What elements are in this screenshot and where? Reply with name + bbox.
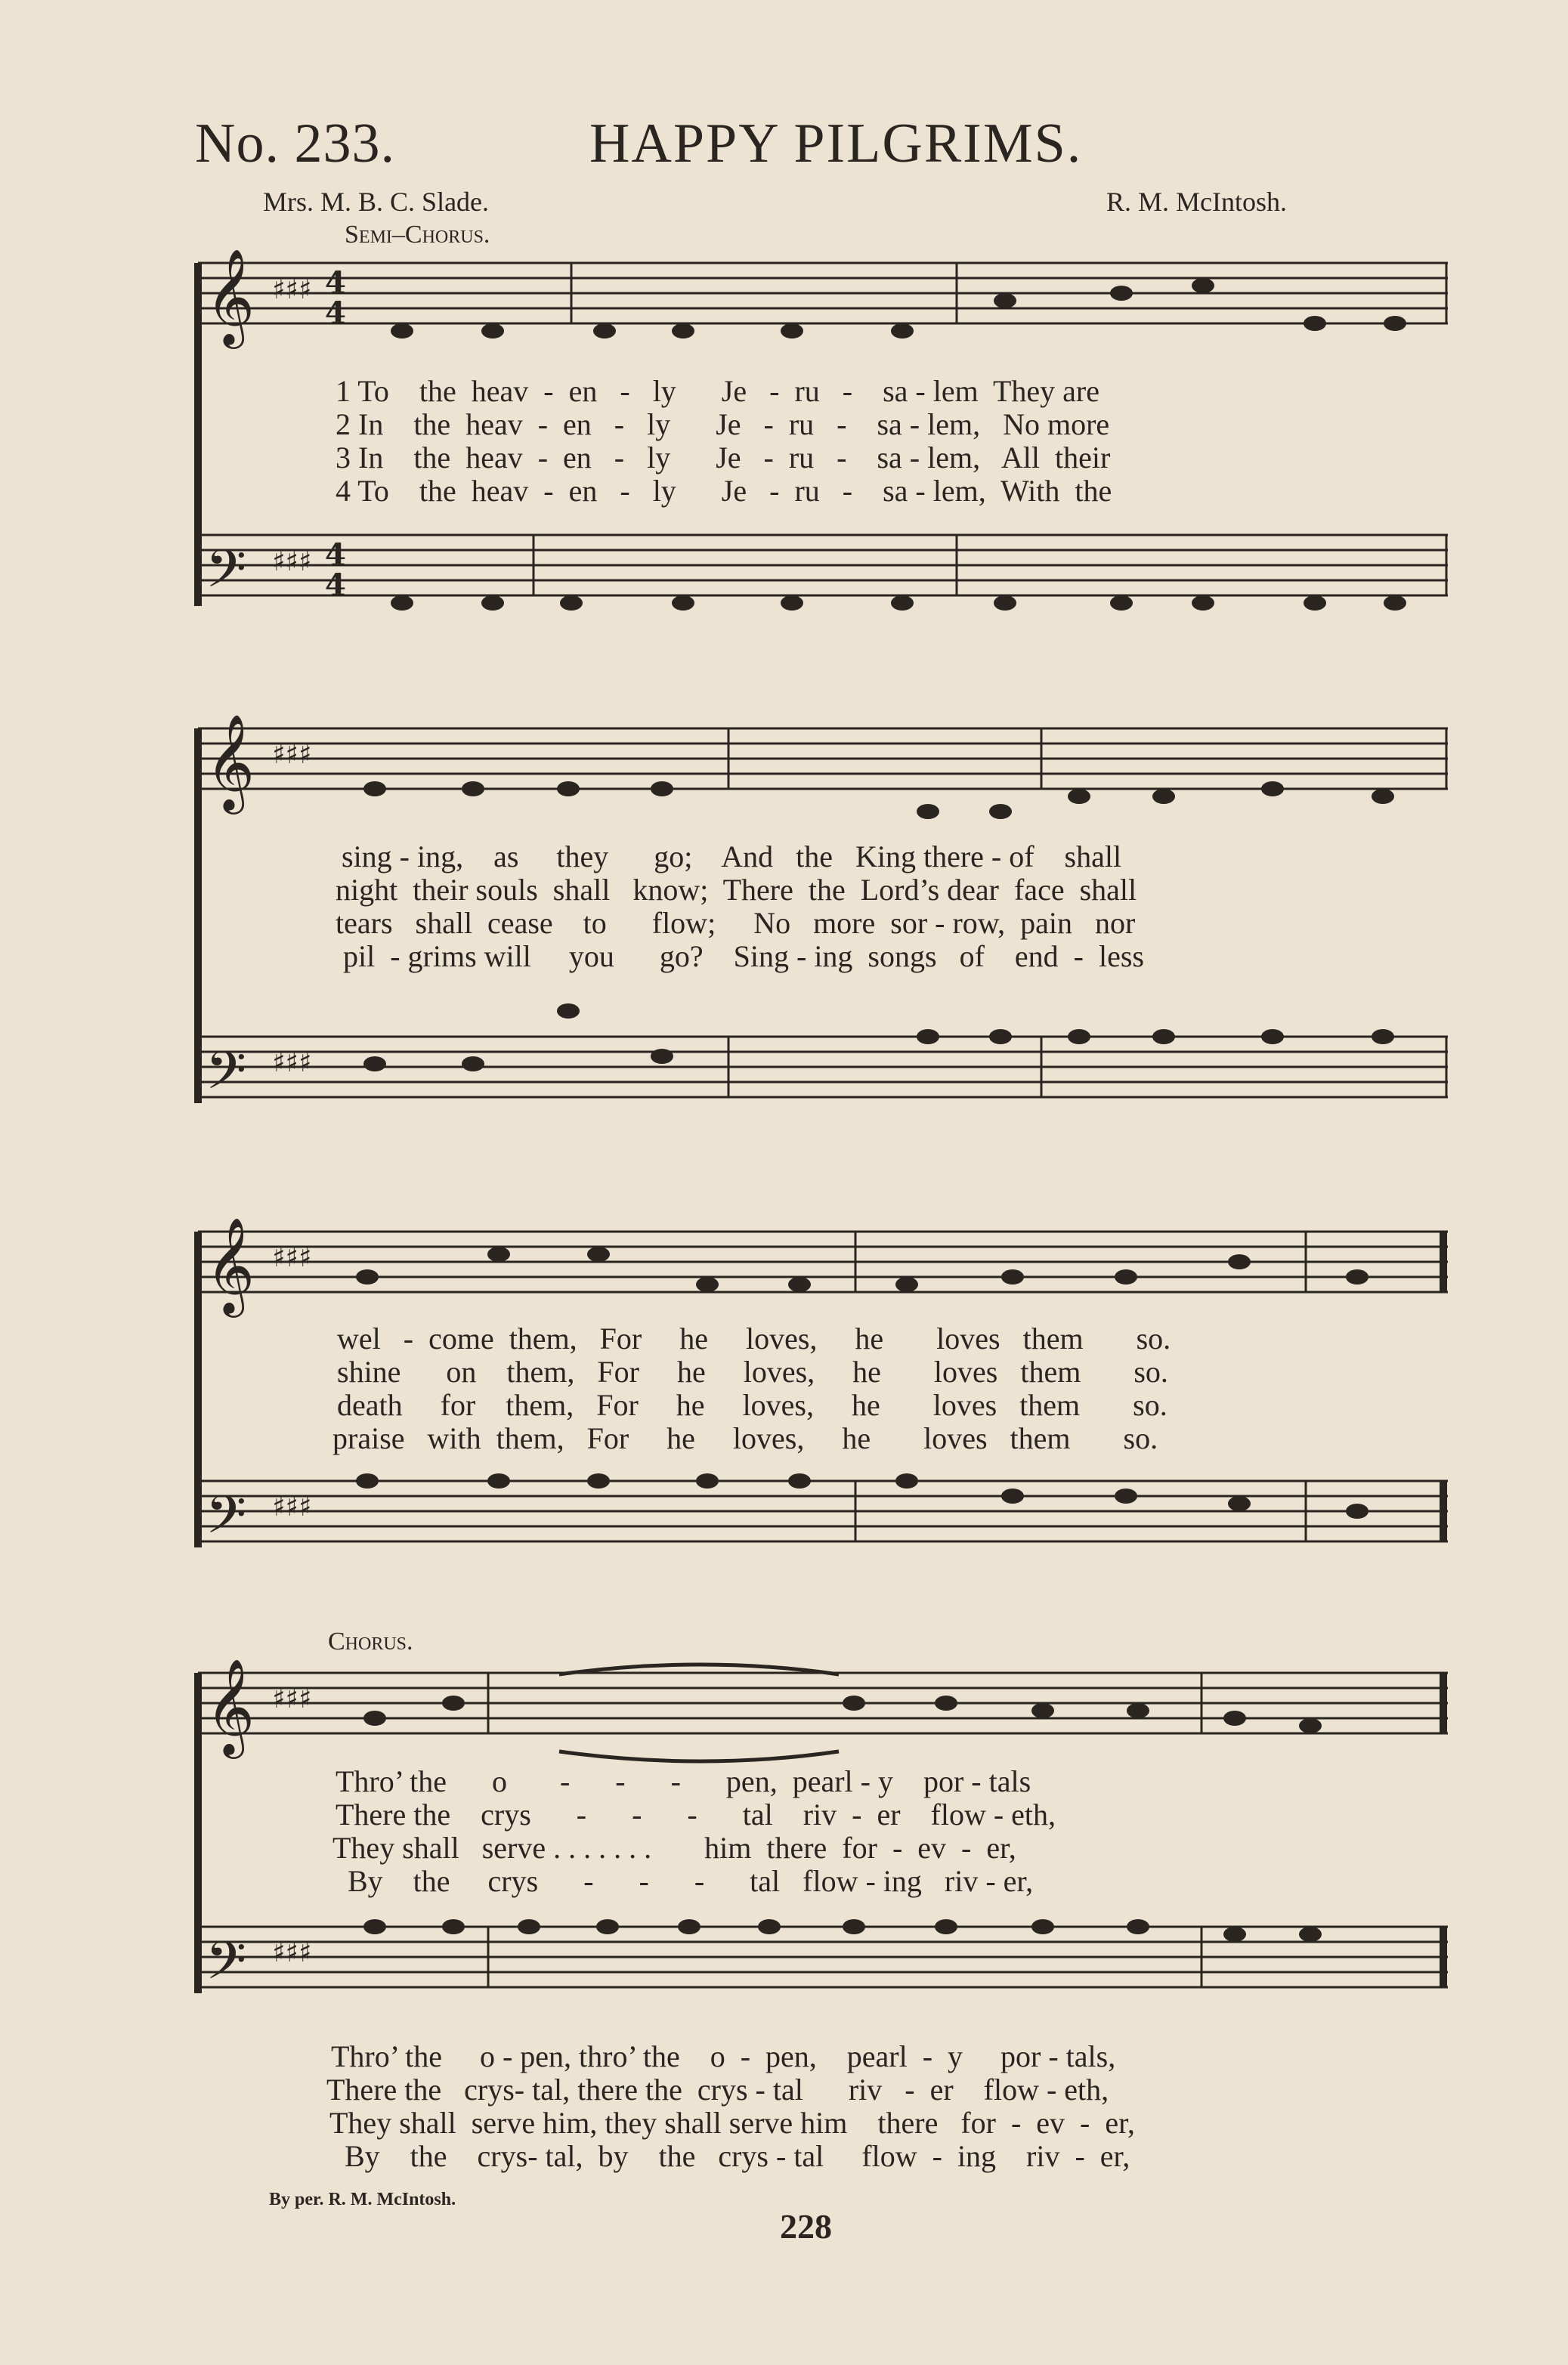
svg-text:♯♯♯: ♯♯♯ — [272, 546, 312, 577]
system2-verse4-lyrics: pil - grims will you go? Sing - ing songs of end - less — [336, 939, 1144, 973]
svg-text:4: 4 — [325, 537, 346, 573]
svg-text:♯♯♯: ♯♯♯ — [272, 274, 312, 305]
svg-text:𝄞: 𝄞 — [206, 1658, 255, 1754]
chorus-bass-verse2-lyrics: There the crys- tal, there the crys - tal riv - er flow - eth, — [326, 2073, 1109, 2107]
system4-bass-staff — [198, 1927, 1448, 1987]
page-number: 228 — [780, 2207, 832, 2246]
svg-text:♯♯♯: ♯♯♯ — [272, 1242, 312, 1273]
svg-text:♯♯♯: ♯♯♯ — [272, 1047, 312, 1078]
lyricist-credit: Mrs. M. B. C. Slade. — [263, 187, 490, 217]
svg-text:𝄞: 𝄞 — [206, 1217, 255, 1313]
permission-credit: By per. R. M. McIntosh. — [269, 2190, 456, 2209]
semi-chorus-label: Semi–Chorus. — [345, 221, 490, 249]
chorus-label: Chorus. — [328, 1628, 413, 1656]
chorus-treble-verse3-lyrics: They shall serve . . . . . . . him there for - ev - er, — [332, 1831, 1016, 1865]
system3-treble-staff — [198, 1232, 1448, 1292]
system4-treble-staff — [198, 1673, 1448, 1733]
system3-bass-staff — [198, 1481, 1448, 1541]
svg-text:𝄞: 𝄞 — [206, 713, 255, 810]
system1-verse4-lyrics: 4 To the heav - en - ly Je - ru - sa - lem, With the — [336, 474, 1112, 508]
svg-text:𝄢: 𝄢 — [206, 538, 247, 612]
system2-verse3-lyrics: tears shall cease to flow; No more sor - row, pain nor — [336, 906, 1136, 940]
hymn-number: No. 233. — [195, 113, 395, 175]
system1-verse2-lyrics: 2 In the heav - en - ly Je - ru - sa - lem, No more — [336, 407, 1110, 441]
chorus-treble-verse4-lyrics: By the crys - - - tal flow - ing riv - er, — [332, 1864, 1034, 1898]
svg-text:𝄢: 𝄢 — [206, 1040, 247, 1114]
svg-text:♯♯♯: ♯♯♯ — [272, 1937, 312, 1968]
system1-verse3-lyrics: 3 In the heav - en - ly Je - ru - sa - lem, All their — [336, 441, 1111, 475]
system2-treble-staff — [198, 728, 1448, 789]
svg-text:4: 4 — [325, 295, 346, 331]
system2-verse1-lyrics: sing - ing, as they go; And the King there - of shall — [342, 839, 1122, 873]
chorus-treble-verse1-lyrics: Thro’ the o - - - pen, pearl - y por - tals — [336, 1764, 1031, 1798]
composer-credit: R. M. McIntosh. — [1106, 187, 1288, 217]
svg-text:♯♯♯: ♯♯♯ — [272, 1492, 312, 1523]
system1-verse1-lyrics: 1 To the heav - en - ly Je - ru - sa - lem They are — [336, 374, 1099, 408]
svg-text:♯♯♯: ♯♯♯ — [272, 739, 312, 770]
system3-verse4-lyrics: praise with them, For he loves, he loves them so. — [332, 1421, 1158, 1455]
svg-text:♯♯♯: ♯♯♯ — [272, 1683, 312, 1714]
svg-text:𝄞: 𝄞 — [206, 248, 255, 345]
hymn-title: HAPPY PILGRIMS. — [589, 113, 1083, 175]
system2-bass-staff — [198, 1037, 1448, 1097]
chorus-bass-verse4-lyrics: By the crys- tal, by the crys - tal flow - ing riv - er, — [329, 2139, 1130, 2173]
chorus-bass-verse3-lyrics: They shall serve him, they shall serve him there for - ev - er, — [329, 2106, 1135, 2140]
system3-verse1-lyrics: wel - come them, For he loves, he loves them so. — [337, 1322, 1171, 1356]
svg-text:4: 4 — [325, 567, 346, 603]
svg-text:𝄢: 𝄢 — [206, 1930, 247, 2004]
chorus-bass-verse1-lyrics: Thro’ the o - pen, thro’ the o - pen, pearl - y por - tals, — [331, 2039, 1116, 2073]
svg-text:𝄢: 𝄢 — [206, 1484, 247, 1558]
system1-bass-staff — [198, 535, 1448, 595]
svg-text:4: 4 — [325, 265, 346, 301]
system2-verse2-lyrics: night their souls shall know; There the Lord’s dear face shall — [336, 873, 1137, 907]
system3-verse3-lyrics: death for them, For he loves, he loves them so. — [337, 1388, 1167, 1422]
chorus-treble-verse2-lyrics: There the crys - - - tal riv - er flow - eth, — [336, 1798, 1056, 1832]
system1-treble-staff — [198, 263, 1448, 323]
system3-verse2-lyrics: shine on them, For he loves, he loves them so. — [337, 1355, 1168, 1389]
